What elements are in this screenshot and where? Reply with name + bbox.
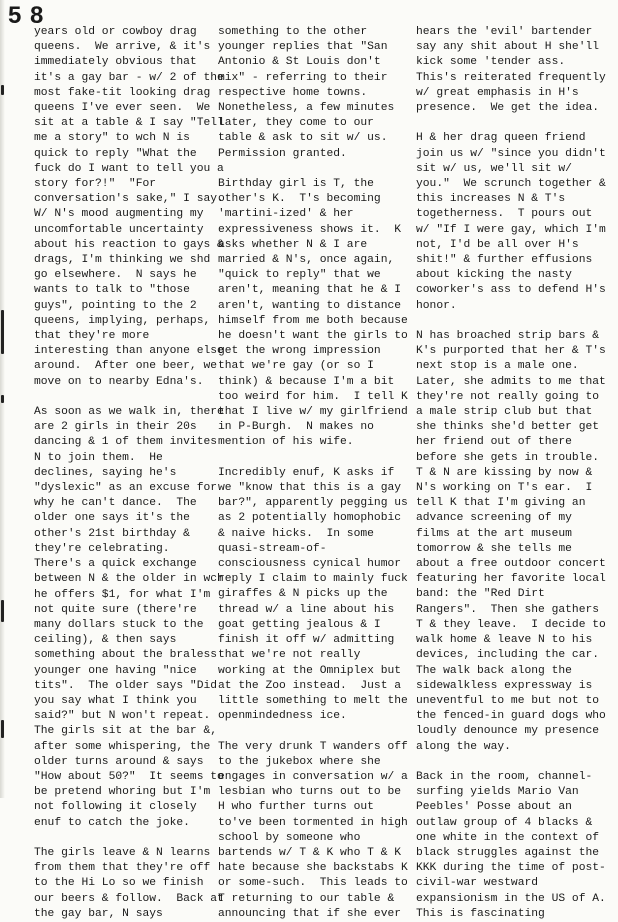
text-line: As soon as we walk in, there [34, 406, 224, 419]
paragraph [416, 329, 606, 755]
text-line: expansionism in the US of A. [416, 892, 606, 905]
text-line: "dyslexic" as an excuse for [34, 482, 218, 495]
text-line: guys", pointing to the 2 [34, 299, 197, 312]
text-line: that they're more [34, 330, 150, 343]
text-line: he doesn't want the girls to [218, 330, 408, 343]
text-line: as 2 potentially homophobic [218, 512, 402, 525]
text-line: reply I claim to mainly fuck [218, 573, 408, 586]
text-line: before she gets in trouble. [416, 451, 600, 464]
text-line: not, I'd be all over H's [416, 238, 579, 251]
text-line: to've been tormented in high [218, 816, 408, 829]
text-line: about kicking the nasty [416, 269, 572, 282]
text-line: Rangers". Then she gathers [416, 603, 600, 616]
scan-mark [1, 720, 4, 738]
paragraph [34, 846, 224, 922]
text-line: that we're not really [218, 649, 361, 662]
text-line: w/ great emphasis in H's [416, 86, 579, 99]
text-line: not following it closely [34, 801, 197, 814]
scan-mark [1, 310, 4, 354]
text-line: loudly denounce my presence [416, 725, 600, 738]
scan-mark [1, 600, 4, 622]
text-line: not quite sure (there're [34, 603, 197, 616]
text-line: himself from me both because [218, 314, 408, 327]
text-line: little something to melt the [218, 694, 408, 707]
text-line: married & N's, once again, [218, 254, 395, 267]
text-line: immediately obvious that [34, 56, 197, 69]
text-line: respective home towns. [218, 86, 368, 99]
text-line: 'martini-ized' & her [218, 208, 354, 221]
text-line: T & they leave. I decide to [416, 618, 606, 631]
text-column-3 [416, 25, 606, 922]
text-line: Peebles' Posse about an [416, 801, 572, 814]
text-line: later, they come to our [218, 117, 374, 130]
text-line: move on to nearby Edna's. [34, 375, 204, 388]
paragraph [34, 405, 224, 831]
text-line: T & N are kissing by now & [416, 466, 593, 479]
text-line: school by someone who [218, 831, 361, 844]
text-line: say any shit about H she'll [416, 41, 600, 54]
paragraph [416, 131, 606, 313]
text-line: The girls sit at the bar &, [34, 725, 218, 738]
text-line: thread w/ a line about his [218, 603, 395, 616]
text-line: many dollars stuck to the [34, 618, 204, 631]
text-line: most fake-tit looking drag [34, 86, 211, 99]
text-line: tell K that I'm giving an [416, 497, 586, 510]
text-line: sit w/ us, we'll sit w/ [416, 162, 572, 175]
text-column-2 [218, 25, 408, 922]
text-line: why he can't dance. The [34, 497, 197, 510]
text-line: hate because she backstabs K [218, 862, 408, 875]
text-line: mention of his wife. [218, 436, 354, 449]
text-line: The very drunk T wanders off [218, 740, 408, 753]
text-line: working at the Omniplex but [218, 664, 402, 677]
text-line: go elsewhere. N says he [34, 269, 197, 282]
text-line: tits". The older says "Did [34, 679, 218, 692]
text-line: uncomfortable uncertainty [34, 223, 204, 236]
text-line: devices, including the car. [416, 649, 600, 662]
text-line: around. After one beer, we [34, 360, 218, 373]
text-line: to the jukebox where she [218, 755, 381, 768]
text-line: next stop is a male one. [416, 360, 579, 373]
text-line: T returning to our table & [218, 892, 395, 905]
text-line: honor. [416, 299, 457, 312]
paragraph [218, 177, 408, 451]
text-line: There's a quick exchange [34, 558, 197, 571]
text-line: aren't, wanting to distance [218, 299, 402, 312]
text-line: Incredibly enuf, K asks if [218, 466, 395, 479]
text-line: interesting than anyone else [34, 345, 224, 358]
text-line: to the Hi Lo so we finish [34, 877, 204, 890]
paragraph [34, 25, 224, 390]
text-line: a male strip club but that [416, 406, 593, 419]
text-line: togetherness. T pours out [416, 208, 593, 221]
text-line: they're not really going to [416, 390, 600, 403]
text-line: something to the other [218, 26, 368, 38]
text-line: declines, saying he's [34, 466, 177, 479]
text-line: bar?", apparently pegging us [218, 497, 408, 510]
text-line: her friend out of there [416, 436, 572, 449]
text-line: sidewalkless expressway is [416, 679, 593, 692]
text-line: the fenced-in guard dogs who [416, 710, 606, 723]
text-line: in P-Burgh. N makes no [218, 421, 374, 434]
text-line: they're celebrating. [34, 542, 170, 555]
page-number: 5 8 [8, 2, 45, 29]
text-line: The girls leave & N learns [34, 846, 211, 859]
text-line: N's working on T's ear. I [416, 482, 593, 495]
text-line: fuck do I want to tell you a [34, 162, 224, 175]
text-line: & naive hicks. In some [218, 527, 374, 540]
text-line: sit at a table & I say "Tell [34, 117, 224, 130]
text-line: openmindedness ice. [218, 710, 347, 723]
text-line: giraffes & N picks up the [218, 588, 388, 601]
text-line: we "know that this is a gay [218, 482, 402, 495]
text-line: K's purported that her & T's [416, 345, 606, 358]
text-line: H who further turns out [218, 801, 374, 814]
text-line: queens I've ever seen. We [34, 102, 211, 115]
text-line: me a story" to wch N is [34, 132, 190, 145]
text-line: older one says it's the [34, 512, 190, 525]
text-line: films at the art museum [416, 527, 572, 540]
text-line: between N & the older in wch [34, 573, 224, 586]
text-line: finish it off w/ admitting [218, 634, 395, 647]
text-line: announcing that if she ever [218, 907, 402, 920]
text-line: queens. We arrive, & it's [34, 41, 211, 54]
text-line: queens, implying, perhaps, [34, 314, 211, 327]
text-line: younger replies that "San [218, 41, 388, 54]
text-line: she thinks she'd better get [416, 421, 600, 434]
text-line: something about the braless [34, 649, 218, 662]
text-line: think) & because I'm a bit [218, 375, 395, 388]
text-line: that I live w/ my girlfriend [218, 406, 408, 419]
text-line: band: the "Red Dirt [416, 588, 545, 601]
text-line: This is fascinating [416, 907, 545, 920]
text-line: lesbian who turns out to be [218, 786, 402, 799]
text-line: surfing yields Mario Van [416, 786, 579, 799]
text-line: kick some 'tender ass. [416, 56, 566, 69]
text-line: about his reaction to gays & [34, 238, 224, 251]
paragraph [416, 25, 606, 116]
text-line: The walk back along the [416, 664, 572, 677]
text-line: advance screening of my [416, 512, 572, 525]
text-line: uneventful to me but not to [416, 694, 600, 707]
text-line: N has broached strip bars & [416, 330, 600, 343]
text-line: conversation's sake," I say. [34, 193, 224, 206]
text-line: drags, I'm thinking we shd [34, 254, 211, 267]
text-line: you say what I think you [34, 694, 197, 707]
text-line: This's reiterated frequently [416, 71, 606, 84]
text-line: Antonio & St Louis don't [218, 56, 381, 69]
text-line: are 2 girls in their 20s [34, 421, 197, 434]
text-line: years old or cowboy drag [34, 26, 197, 38]
text-line: quasi-stream-of- [218, 542, 327, 555]
text-line: featuring her favorite local [416, 573, 606, 586]
text-line: along the way. [416, 740, 511, 753]
text-line: tomorrow & she tells me [416, 542, 572, 555]
text-line: H & her drag queen friend [416, 132, 586, 145]
text-line: one white in the context of [416, 831, 600, 844]
paragraph [218, 466, 408, 724]
text-line: consciousness cynical humor [218, 558, 402, 571]
text-line: N to join them. He [34, 451, 163, 464]
text-line: it's a gay bar - w/ 2 of the [34, 71, 224, 84]
text-line: engages in conversation w/ a [218, 770, 408, 783]
text-line: older turns around & says [34, 755, 204, 768]
text-line: about a free outdoor concert [416, 558, 606, 571]
text-line: he offers $1, for what I'm [34, 588, 211, 601]
paragraph [218, 740, 408, 922]
text-line: asks whether N & I are [218, 238, 368, 251]
text-line: presence. We get the idea. [416, 102, 600, 115]
text-line: at the Zoo instead. Just a [218, 679, 402, 692]
scan-mark [1, 85, 4, 95]
text-line: bartends w/ T & K who T & K [218, 846, 402, 859]
text-line: w/ "If I were gay, which I'm [416, 223, 606, 236]
text-line: hears the 'evil' bartender [416, 26, 593, 38]
text-line: or some-such. This leads to [218, 877, 408, 890]
text-line: too weird for him. I tell K [218, 390, 408, 403]
paragraph [218, 25, 408, 162]
text-line: walk home & leave N to his [416, 634, 593, 647]
text-line: table & ask to sit w/ us. [218, 132, 388, 145]
text-line: dancing & 1 of them invites [34, 436, 218, 449]
text-line: coworker's ass to defend H's [416, 284, 606, 297]
text-line: Permission granted. [218, 147, 347, 160]
text-line: wants to talk to "those [34, 284, 190, 297]
text-line: our beers & follow. Back at [34, 892, 224, 905]
text-line: this increases N & T's [416, 193, 566, 206]
text-line: shit!" & further effusions [416, 254, 593, 267]
text-line: the gay bar, N says [34, 907, 163, 920]
text-line: outlaw group of 4 blacks & [416, 816, 593, 829]
text-line: other's K. T's becoming [218, 193, 381, 206]
text-line: aren't, meaning that he & I [218, 284, 402, 297]
text-column-1 [34, 25, 224, 922]
text-line: that we're gay (or so I [218, 360, 374, 373]
scan-mark [1, 395, 4, 403]
text-line: Birthday girl is T, the [218, 178, 374, 191]
text-line: goat getting jealous & I [218, 618, 381, 631]
text-line: "How about 50?" It seems to [34, 770, 224, 783]
text-line: Nonetheless, a few minutes [218, 102, 395, 115]
text-line: W/ N's mood augmenting my [34, 208, 204, 221]
text-line: said?" but N won't repeat. [34, 710, 211, 723]
text-line: quick to reply "What the [34, 147, 197, 160]
text-line: younger one having "nice [34, 664, 197, 677]
text-line: Later, she admits to me that [416, 375, 606, 388]
text-line: enuf to catch the joke. [34, 816, 190, 829]
text-line: join us w/ "since you didn't [416, 147, 606, 160]
text-line: be pretend whoring but I'm [34, 786, 211, 799]
text-line: other's 21st birthday & [34, 527, 190, 540]
text-line: get the wrong impression [218, 345, 381, 358]
text-line: story for?!" "For [34, 178, 157, 191]
text-line: you." We scrunch together & [416, 178, 606, 191]
paragraph [416, 770, 606, 922]
text-line: black struggles against the [416, 846, 600, 859]
text-line: Back in the room, channel- [416, 770, 593, 783]
text-line: mix" - referring to their [218, 71, 388, 84]
text-line: from them that they're off [34, 862, 211, 875]
text-line: expressiveness shows it. K [218, 223, 402, 236]
text-line: after some whispering, the [34, 740, 211, 753]
text-line: "quick to reply" that we [218, 269, 381, 282]
text-line: KKK during the time of post- [416, 862, 606, 875]
text-line: ceiling), & then says [34, 634, 177, 647]
text-line: civil-war westward [416, 877, 539, 890]
